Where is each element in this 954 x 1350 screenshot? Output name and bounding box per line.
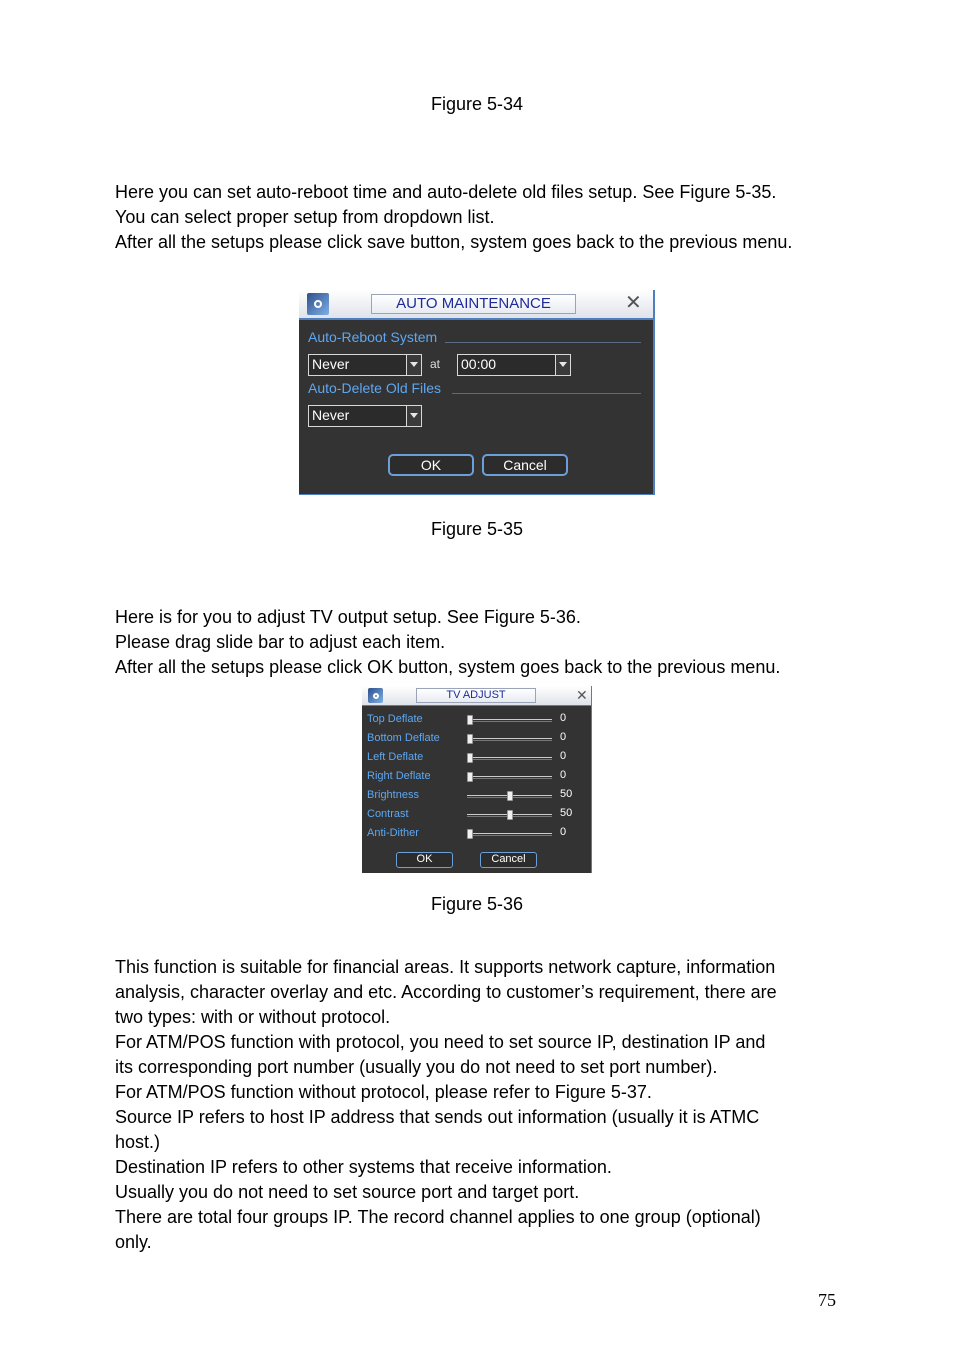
slider-track[interactable] — [467, 719, 552, 722]
slider-label: Brightness — [367, 789, 419, 801]
slider-row — [362, 749, 592, 768]
cancel-button[interactable]: Cancel — [480, 852, 537, 868]
section-divider — [452, 393, 641, 394]
slider-value: 0 — [560, 731, 567, 743]
slider-row — [362, 825, 592, 844]
slider-handle[interactable] — [467, 829, 473, 839]
figure-caption-5-34: Figure 5-34 — [430, 94, 524, 114]
text-line: its corresponding port number (usually you do not need to set port number). — [115, 1057, 718, 1077]
auto-delete-label: Auto-Delete Old Files — [308, 380, 442, 396]
reboot-time-dropdown[interactable] — [457, 354, 571, 376]
at-label: at — [430, 357, 441, 371]
slider-label: Contrast — [367, 808, 409, 820]
text-line: You can select proper setup from dropdown list. — [115, 207, 495, 227]
auto-reboot-label: Auto-Reboot System — [308, 329, 438, 345]
dropdown-value: Never — [312, 356, 350, 372]
text-line: Destination IP refers to other systems that receive information. — [115, 1157, 612, 1177]
app-logo-icon — [368, 688, 383, 703]
ok-button[interactable]: OK — [388, 454, 474, 476]
text-line: only. — [115, 1232, 152, 1252]
close-icon[interactable]: ✕ — [576, 687, 588, 703]
paragraph-atm-pos — [115, 955, 875, 1255]
slider-handle[interactable] — [467, 753, 473, 763]
dropdown-value: 00:00 — [461, 356, 497, 372]
auto-reboot-dropdown[interactable] — [308, 354, 422, 376]
ok-button[interactable]: OK — [396, 852, 453, 868]
dialog-titlebar — [299, 290, 653, 320]
close-icon[interactable]: ✕ — [625, 292, 642, 314]
slider-row — [362, 768, 592, 787]
paragraph-tv-adjust — [115, 605, 875, 680]
slider-label: Bottom Deflate — [367, 732, 440, 744]
slider-row — [362, 730, 592, 749]
figure-caption-5-36: Figure 5-36 — [430, 894, 524, 914]
text-line: Please drag slide bar to adjust each item. — [115, 632, 446, 652]
section-divider — [445, 342, 641, 343]
slider-value: 50 — [560, 807, 573, 819]
slider-value: 0 — [560, 769, 567, 781]
text-line: host.) — [115, 1132, 161, 1152]
slider-row — [362, 711, 592, 730]
slider-label: Left Deflate — [367, 751, 424, 763]
paragraph-auto-maintenance — [115, 180, 875, 255]
dropdown-value: Never — [312, 407, 350, 423]
slider-handle[interactable] — [467, 715, 473, 725]
slider-track[interactable] — [467, 833, 552, 836]
slider-value: 0 — [560, 750, 567, 762]
slider-value: 0 — [560, 826, 567, 838]
slider-value: 50 — [560, 788, 573, 800]
text-line: two types: with or without protocol. — [115, 1007, 391, 1027]
chevron-down-icon — [555, 355, 570, 375]
text-line: Usually you do not need to set source port and target port. — [115, 1182, 580, 1202]
text-line: Here you can set auto-reboot time and auto-delete old files setup. See Figure 5-35. — [115, 182, 777, 202]
dialog-title: AUTO MAINTENANCE — [371, 294, 576, 314]
app-logo-icon — [307, 293, 329, 315]
slider-track[interactable] — [467, 757, 552, 760]
slider-handle[interactable] — [467, 772, 473, 782]
cancel-button[interactable]: Cancel — [482, 454, 568, 476]
text-line: There are total four groups IP. The record channel applies to one group (optional) — [115, 1207, 761, 1227]
text-line: This function is suitable for financial areas. It supports network capture, information — [115, 957, 776, 977]
slider-handle[interactable] — [507, 810, 513, 820]
auto-delete-dropdown[interactable] — [308, 405, 422, 427]
auto-maintenance-dialog — [299, 290, 655, 495]
slider-row — [362, 787, 592, 806]
slider-value: 0 — [560, 712, 567, 724]
slider-track[interactable] — [467, 776, 552, 779]
chevron-down-icon — [406, 355, 421, 375]
text-line: analysis, character overlay and etc. According to customer’s requirement, there are — [115, 982, 777, 1002]
slider-label: Top Deflate — [367, 713, 423, 725]
slider-row — [362, 806, 592, 825]
page-number: 75 — [818, 1290, 836, 1310]
slider-handle[interactable] — [467, 734, 473, 744]
slider-handle[interactable] — [507, 791, 513, 801]
tv-adjust-dialog — [362, 686, 592, 873]
dialog-titlebar — [362, 686, 591, 706]
text-line: For ATM/POS function with protocol, you need to set source IP, destination IP and — [115, 1032, 766, 1052]
slider-track[interactable] — [467, 738, 552, 741]
text-line: For ATM/POS function without protocol, please refer to Figure 5-37. — [115, 1082, 652, 1102]
slider-label: Anti-Dither — [367, 827, 419, 839]
text-line: After all the setups please click save button, system goes back to the previous menu. — [115, 232, 793, 252]
slider-label: Right Deflate — [367, 770, 431, 782]
chevron-down-icon — [406, 406, 421, 426]
figure-caption-5-35: Figure 5-35 — [430, 519, 524, 539]
text-line: Here is for you to adjust TV output setup. See Figure 5-36. — [115, 607, 581, 627]
dialog-title: TV ADJUST — [416, 688, 536, 703]
text-line: After all the setups please click OK button, system goes back to the previous menu. — [115, 657, 781, 677]
text-line: Source IP refers to host IP address that sends out information (usually it is ATMC — [115, 1107, 760, 1127]
